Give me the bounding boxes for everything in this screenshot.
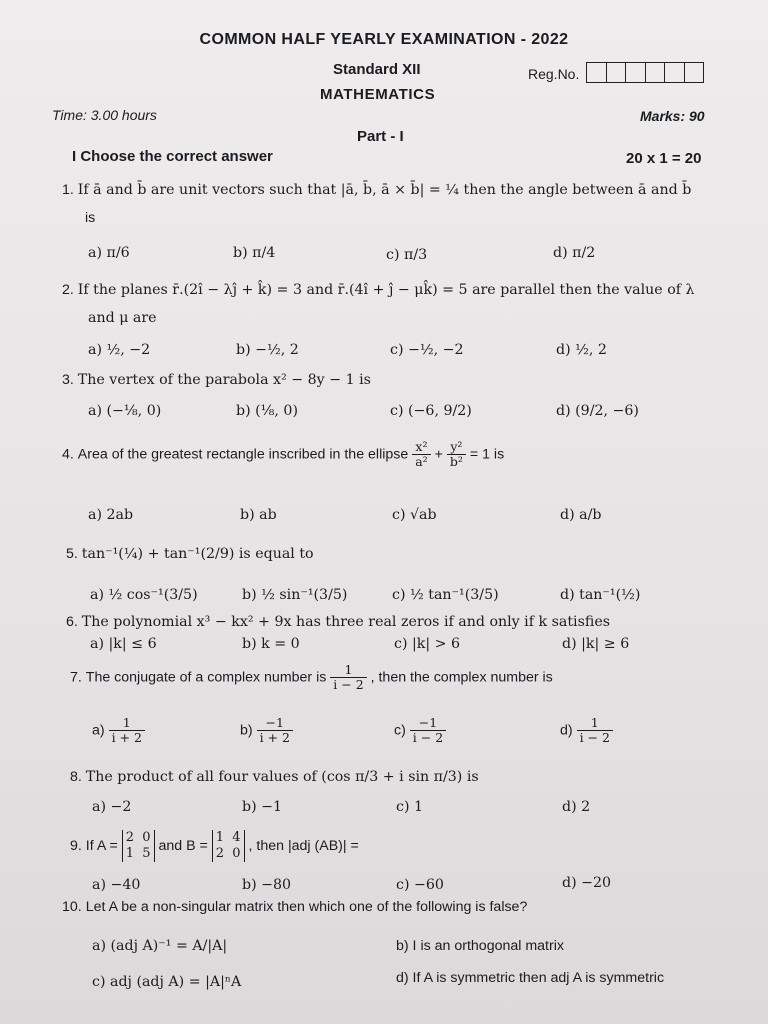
question-10 — [62, 899, 527, 915]
question-text: The polynomial x³ − kx² + 9x has three real zeros if and only if k satisfies — [81, 614, 610, 630]
question-number: 4. — [62, 446, 74, 463]
option-a: a) ½, −2 — [88, 342, 151, 358]
reg-number-boxes — [586, 62, 704, 83]
part-heading: Part - I — [357, 128, 404, 145]
option-a — [92, 716, 145, 745]
option-b: b) I is an orthogonal matrix — [396, 938, 564, 954]
reg-number-label: Reg.No. — [528, 66, 580, 82]
option-b: b) ½ sin⁻¹(3/5) — [242, 587, 348, 603]
matrix-a — [122, 830, 155, 862]
option-d: d) (9/2, −6) — [556, 403, 639, 419]
matrix-row — [126, 846, 151, 862]
option-b: b) −1 — [242, 799, 283, 815]
option-a: a) ½ cos⁻¹(3/5) — [90, 587, 198, 603]
question-text: tan⁻¹(¼) + tan⁻¹(2/9) is equal to — [81, 546, 314, 562]
question-text-after: is — [493, 446, 505, 463]
option-b: b) −½, 2 — [236, 342, 299, 358]
question-7 — [70, 663, 553, 692]
option-b — [240, 716, 293, 745]
question-number: 10. — [62, 899, 82, 915]
option-a: a) (−⅛, 0) — [88, 403, 162, 419]
reg-box — [685, 63, 704, 82]
question-8 — [70, 769, 479, 785]
reg-box — [626, 63, 646, 82]
question-text-after: , then |adj (AB)| = — [248, 838, 359, 854]
fraction-numerator: −1 — [257, 716, 293, 731]
option-d: d) |k| ≥ 6 — [562, 636, 630, 652]
option-a: a) π/6 — [88, 245, 130, 261]
option-d: d) a/b — [560, 507, 602, 523]
option-b: b) k = 0 — [242, 636, 300, 652]
option-d: d) If A is symmetric then adj A is symmetric — [396, 970, 665, 986]
option-label: c) — [394, 722, 406, 739]
fraction-denominator: a² — [415, 454, 428, 469]
section-heading: I Choose the correct answer — [72, 148, 273, 165]
option-a: a) 2ab — [88, 507, 134, 523]
option-fraction — [577, 716, 613, 745]
fraction-denominator: i − 2 — [579, 730, 610, 745]
option-a: a) −2 — [92, 799, 132, 815]
question-text: If A = — [85, 838, 118, 854]
question-5 — [66, 546, 314, 562]
matrix-cell: 1 — [125, 846, 134, 861]
question-2 — [62, 282, 695, 298]
option-a: a) −40 — [92, 877, 141, 893]
option-b: b) π/4 — [233, 245, 276, 261]
option-c: c) 1 — [396, 799, 424, 815]
question-text-middle: and B = — [158, 838, 208, 854]
matrix-cell: 1 — [215, 830, 225, 845]
option-c: c) adj (adj A) = |A|ⁿA — [92, 974, 242, 990]
option-c: c) |k| > 6 — [394, 636, 461, 652]
option-c: c) −60 — [396, 877, 444, 893]
marks-label: Marks: 90 — [640, 108, 705, 124]
matrix-cell: 2 — [215, 846, 225, 861]
question-number: 6. — [66, 614, 78, 630]
option-d: d) −20 — [562, 875, 612, 891]
question-9 — [70, 830, 359, 862]
question-number: 8. — [70, 769, 82, 785]
question-number: 2. — [62, 282, 74, 298]
question-text: Area of the greatest rectangle inscribed in the ellipse — [77, 446, 409, 463]
question-number: 3. — [62, 372, 74, 388]
fraction-denominator: i + 2 — [259, 730, 290, 745]
option-label: b) — [240, 722, 253, 739]
option-c: c) π/3 — [386, 247, 428, 263]
question-number: 5. — [66, 546, 78, 562]
option-c — [394, 716, 446, 745]
reg-box — [607, 63, 627, 82]
ellipse-x-term — [412, 440, 430, 469]
fraction-numerator: y² — [447, 440, 466, 455]
question-text: The product of all four values of (cos π/3 + i sin π/3) is — [85, 769, 479, 785]
fraction-numerator: 1 — [109, 716, 145, 731]
given-conjugate-fraction — [330, 663, 366, 692]
matrix-row — [216, 830, 241, 846]
question-text-after: , then the complex number is — [370, 669, 553, 686]
question-text: The vertex of the parabola x² − 8y − 1 is — [77, 372, 371, 388]
fraction-numerator: 1 — [577, 716, 613, 731]
option-d: d) π/2 — [553, 245, 596, 261]
matrix-cell: 0 — [232, 846, 241, 861]
option-label: d) — [560, 722, 573, 739]
matrix-cell: 5 — [142, 846, 151, 861]
option-a: a) (adj A)⁻¹ = A/|A| — [92, 938, 228, 954]
question-6 — [66, 614, 610, 630]
option-fraction — [109, 716, 145, 745]
question-text-continued: and μ are — [88, 310, 157, 326]
question-text-continued: is — [85, 210, 96, 226]
option-b: b) ab — [240, 507, 277, 523]
question-text: Let A be a non-singular matrix then which one of the following is false? — [85, 899, 528, 915]
question-1 — [62, 182, 691, 198]
option-b: b) −80 — [242, 877, 292, 893]
question-text: If ā and b̄ are unit vectors such that |ā, b̄, ā × b̄| = ¼ then the angle between ā and b̄ — [77, 182, 692, 198]
option-d: d) 2 — [562, 799, 591, 815]
fraction-numerator: x² — [412, 440, 430, 455]
question-3 — [62, 372, 371, 388]
standard-label: Standard XII — [333, 61, 421, 78]
option-c: c) ½ tan⁻¹(3/5) — [392, 587, 499, 603]
option-d — [560, 716, 613, 745]
option-label: a) — [92, 722, 105, 739]
plus-sign: + — [434, 446, 443, 463]
fraction-numerator: 1 — [330, 663, 366, 678]
question-number: 1. — [62, 182, 74, 198]
option-fraction — [410, 716, 446, 745]
question-text: If the planes r̄.(2î − λĵ + k̂) = 3 and r̄.(4î + ĵ − μk̂) = 5 are parallel then the value of λ — [77, 282, 695, 298]
question-4 — [62, 440, 504, 469]
option-c: c) −½, −2 — [390, 342, 464, 358]
option-d: d) tan⁻¹(½) — [560, 587, 641, 603]
matrix-b — [212, 830, 245, 862]
matrix-row — [216, 846, 241, 862]
option-c: c) (−6, 9/2) — [390, 403, 472, 419]
fraction-denominator: i − 2 — [412, 730, 444, 745]
matrix-cell: 4 — [232, 830, 241, 845]
option-fraction — [257, 716, 293, 745]
reg-box — [646, 63, 666, 82]
option-c: c) √ab — [392, 507, 437, 523]
reg-box — [665, 63, 685, 82]
exam-title: COMMON HALF YEARLY EXAMINATION - 2022 — [199, 31, 569, 48]
subject-label: MATHEMATICS — [320, 86, 436, 103]
marks-scheme: 20 x 1 = 20 — [626, 150, 702, 167]
fraction-denominator: i − 2 — [333, 677, 364, 692]
fraction-denominator: i + 2 — [111, 730, 142, 745]
matrix-row — [126, 830, 151, 846]
equation-rhs: = 1 — [469, 446, 490, 463]
fraction-numerator: −1 — [410, 716, 446, 731]
ellipse-y-term — [447, 440, 466, 469]
matrix-cell: 2 — [125, 830, 134, 845]
option-b: b) (⅛, 0) — [236, 403, 298, 419]
time-label: Time: 3.00 hours — [52, 107, 157, 123]
option-a: a) |k| ≤ 6 — [90, 636, 157, 652]
question-number: 9. — [70, 838, 82, 854]
question-number: 7. — [70, 669, 82, 686]
matrix-cell: 0 — [142, 830, 151, 845]
question-text: The conjugate of a complex number is — [85, 669, 327, 686]
fraction-denominator: b² — [449, 454, 463, 469]
reg-box — [587, 63, 607, 82]
option-d: d) ½, 2 — [556, 342, 607, 358]
